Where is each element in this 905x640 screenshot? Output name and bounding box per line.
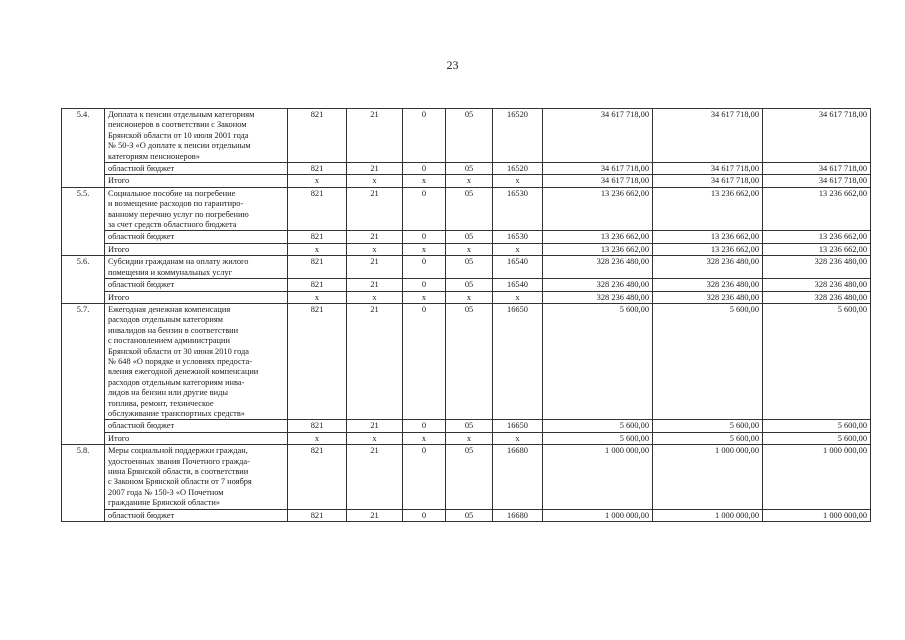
item-code-cell: 05 [446, 445, 493, 509]
item-name-text: Итого [108, 176, 130, 186]
amount-cell: 328 236 480,00 [653, 256, 763, 279]
item-name-cell [105, 291, 288, 303]
amount-cell: 328 236 480,00 [763, 279, 871, 291]
item-name-cell [105, 445, 288, 509]
table-row [62, 109, 871, 163]
admin-code-cell: х [288, 432, 347, 444]
target-code-cell: х [493, 432, 543, 444]
amount-cell: 34 617 718,00 [543, 163, 653, 175]
item-code-cell: 05 [446, 279, 493, 291]
table-row [62, 231, 871, 243]
section-code-cell: 21 [347, 256, 403, 279]
amount-cell: 1 000 000,00 [763, 445, 871, 509]
amount-cell: 5 600,00 [653, 303, 763, 419]
target-code-cell: 16650 [493, 420, 543, 432]
item-name-text: областной бюджет [108, 421, 175, 431]
budget-table-body [62, 109, 871, 522]
item-name-cell [105, 109, 288, 163]
amount-cell: 34 617 718,00 [763, 175, 871, 187]
amount-cell: 13 236 662,00 [543, 187, 653, 231]
amount-cell: 328 236 480,00 [763, 291, 871, 303]
item-code-cell: 05 [446, 303, 493, 419]
item-name-text: Меры социальной поддержки граждан, удостоенных звания Почетного гражда- нина Брянской области, в соответствии с Законом Брянской области от 7 ноября 2007 года № 150-З «О Почетном гражданине Брянской области» [108, 446, 252, 508]
subsection-code-cell: 0 [403, 163, 446, 175]
subsection-code-cell: х [403, 432, 446, 444]
section-number-cell: 5.5. [62, 187, 105, 255]
target-code-cell: 16520 [493, 109, 543, 163]
section-code-cell: х [347, 291, 403, 303]
amount-cell: 13 236 662,00 [543, 243, 653, 255]
section-number-cell: 5.8. [62, 445, 105, 522]
section-code-cell: х [347, 432, 403, 444]
target-code-cell: х [493, 243, 543, 255]
amount-cell: 34 617 718,00 [653, 175, 763, 187]
subsection-code-cell: 0 [403, 256, 446, 279]
section-code-cell: х [347, 175, 403, 187]
section-code-cell: 21 [347, 187, 403, 231]
item-code-cell: х [446, 291, 493, 303]
item-name-cell [105, 163, 288, 175]
table-row [62, 279, 871, 291]
item-name-text: Доплата к пенсии отдельным категориям пенсионеров в соответствии с Законом Брянской области от 10 июля 2001 года № 50-З «О доплате к пенсии отдельным категориям пенсионеров» [108, 110, 255, 161]
item-code-cell: х [446, 175, 493, 187]
admin-code-cell: 821 [288, 163, 347, 175]
admin-code-cell: х [288, 243, 347, 255]
section-code-cell: х [347, 243, 403, 255]
item-code-cell: 05 [446, 109, 493, 163]
admin-code-cell: 821 [288, 231, 347, 243]
amount-cell: 1 000 000,00 [653, 445, 763, 509]
subsection-code-cell: 0 [403, 187, 446, 231]
table-row [62, 420, 871, 432]
target-code-cell: х [493, 175, 543, 187]
page-number: 23 [446, 58, 459, 72]
target-code-cell: 16650 [493, 303, 543, 419]
item-code-cell: 05 [446, 231, 493, 243]
amount-cell: 13 236 662,00 [653, 243, 763, 255]
amount-cell: 328 236 480,00 [543, 291, 653, 303]
amount-cell: 13 236 662,00 [543, 231, 653, 243]
subsection-code-cell: 0 [403, 279, 446, 291]
amount-cell: 5 600,00 [763, 432, 871, 444]
item-code-cell: х [446, 243, 493, 255]
amount-cell: 328 236 480,00 [543, 279, 653, 291]
amount-cell: 5 600,00 [543, 303, 653, 419]
item-code-cell: 05 [446, 163, 493, 175]
admin-code-cell: 821 [288, 256, 347, 279]
admin-code-cell: х [288, 291, 347, 303]
admin-code-cell: 821 [288, 509, 347, 521]
section-code-cell: 21 [347, 231, 403, 243]
item-name-cell [105, 279, 288, 291]
table-row [62, 303, 871, 419]
amount-cell: 5 600,00 [763, 420, 871, 432]
amount-cell: 328 236 480,00 [763, 256, 871, 279]
amount-cell: 1 000 000,00 [543, 509, 653, 521]
target-code-cell: 16520 [493, 163, 543, 175]
item-name-text: областной бюджет [108, 232, 175, 242]
item-name-cell [105, 187, 288, 231]
table-row [62, 243, 871, 255]
item-name-cell [105, 175, 288, 187]
item-name-cell [105, 256, 288, 279]
item-name-text: Социальное пособие на погребение и возмещение расходов по гарантиро- ванному перечню услуг по погребению за счет средств областного бюджета [108, 188, 249, 230]
amount-cell: 13 236 662,00 [763, 231, 871, 243]
item-name-cell [105, 432, 288, 444]
target-code-cell: 16530 [493, 187, 543, 231]
amount-cell: 34 617 718,00 [543, 175, 653, 187]
table-row [62, 256, 871, 279]
item-name-text: областной бюджет [108, 510, 175, 520]
target-code-cell: 16540 [493, 279, 543, 291]
amount-cell: 34 617 718,00 [653, 109, 763, 163]
target-code-cell: х [493, 291, 543, 303]
amount-cell: 13 236 662,00 [763, 187, 871, 231]
subsection-code-cell: х [403, 243, 446, 255]
amount-cell: 1 000 000,00 [653, 509, 763, 521]
item-code-cell: х [446, 432, 493, 444]
amount-cell: 13 236 662,00 [653, 231, 763, 243]
item-name-text: Итого [108, 433, 130, 443]
section-code-cell: 21 [347, 509, 403, 521]
subsection-code-cell: х [403, 175, 446, 187]
admin-code-cell: 821 [288, 109, 347, 163]
section-number-cell: 5.7. [62, 303, 105, 444]
section-code-cell: 21 [347, 109, 403, 163]
amount-cell: 5 600,00 [763, 303, 871, 419]
item-name-text: Ежегодная денежная компенсация расходов отдельным категориям инвалидов на бензин в соответствии с постановлением администрации Брянской области от 30 июня 2010 года № 648 «О порядке и условиях предоста- вления ежегодной денежной компенсации расходов отдельным категориям инва- лидов на бензин или другие виды топлива, ремонт, техническое обслуживание транспортных средств» [108, 304, 259, 418]
table-row [62, 163, 871, 175]
target-code-cell: 16680 [493, 445, 543, 509]
section-number-cell: 5.4. [62, 109, 105, 188]
item-code-cell: 05 [446, 187, 493, 231]
section-code-cell: 21 [347, 279, 403, 291]
amount-cell: 5 600,00 [543, 420, 653, 432]
table-row [62, 291, 871, 303]
subsection-code-cell: 0 [403, 445, 446, 509]
amount-cell: 5 600,00 [653, 432, 763, 444]
item-name-text: областной бюджет [108, 164, 175, 174]
section-code-cell: 21 [347, 420, 403, 432]
amount-cell: 34 617 718,00 [543, 109, 653, 163]
admin-code-cell: 821 [288, 187, 347, 231]
admin-code-cell: 821 [288, 303, 347, 419]
item-name-text: областной бюджет [108, 280, 175, 290]
item-code-cell: 05 [446, 509, 493, 521]
amount-cell: 328 236 480,00 [653, 279, 763, 291]
item-name-text: Субсидии гражданам на оплату жилого помещения и коммунальных услуг [108, 257, 249, 277]
item-code-cell: 05 [446, 420, 493, 432]
section-number-cell: 5.6. [62, 256, 105, 304]
amount-cell: 34 617 718,00 [763, 109, 871, 163]
amount-cell: 34 617 718,00 [763, 163, 871, 175]
table-row [62, 432, 871, 444]
amount-cell: 328 236 480,00 [543, 256, 653, 279]
target-code-cell: 16530 [493, 231, 543, 243]
item-name-cell [105, 420, 288, 432]
budget-table [61, 108, 871, 522]
table-row [62, 445, 871, 509]
amount-cell: 5 600,00 [543, 432, 653, 444]
target-code-cell: 16680 [493, 509, 543, 521]
amount-cell: 1 000 000,00 [543, 445, 653, 509]
subsection-code-cell: 0 [403, 420, 446, 432]
amount-cell: 328 236 480,00 [653, 291, 763, 303]
item-name-cell [105, 243, 288, 255]
table-row [62, 509, 871, 521]
table-row [62, 175, 871, 187]
item-name-cell [105, 509, 288, 521]
admin-code-cell: 821 [288, 445, 347, 509]
item-name-cell [105, 231, 288, 243]
section-code-cell: 21 [347, 163, 403, 175]
subsection-code-cell: 0 [403, 109, 446, 163]
amount-cell: 13 236 662,00 [763, 243, 871, 255]
amount-cell: 5 600,00 [653, 420, 763, 432]
item-name-cell [105, 303, 288, 419]
item-code-cell: 05 [446, 256, 493, 279]
subsection-code-cell: 0 [403, 509, 446, 521]
amount-cell: 13 236 662,00 [653, 187, 763, 231]
admin-code-cell: х [288, 175, 347, 187]
table-row [62, 187, 871, 231]
admin-code-cell: 821 [288, 279, 347, 291]
amount-cell: 34 617 718,00 [653, 163, 763, 175]
subsection-code-cell: 0 [403, 231, 446, 243]
subsection-code-cell: х [403, 291, 446, 303]
section-code-cell: 21 [347, 445, 403, 509]
item-name-text: Итого [108, 292, 130, 302]
section-code-cell: 21 [347, 303, 403, 419]
subsection-code-cell: 0 [403, 303, 446, 419]
amount-cell: 1 000 000,00 [763, 509, 871, 521]
target-code-cell: 16540 [493, 256, 543, 279]
admin-code-cell: 821 [288, 420, 347, 432]
item-name-text: Итого [108, 244, 130, 254]
